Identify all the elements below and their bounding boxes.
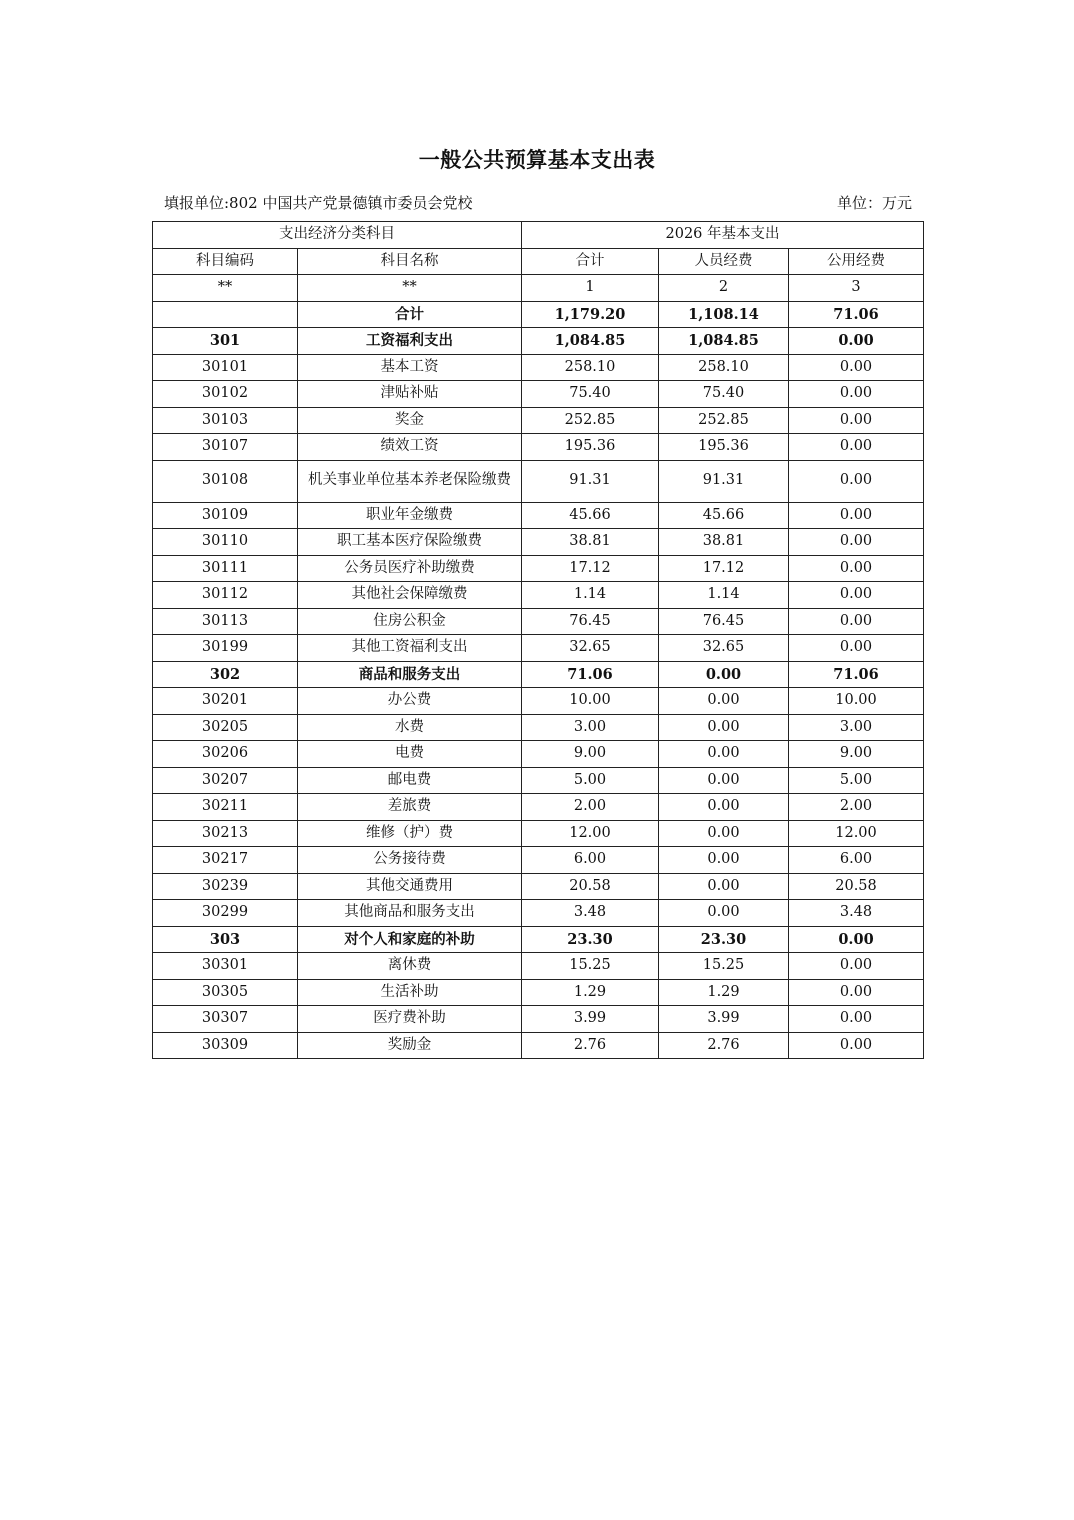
- index-cell: 3: [789, 275, 924, 302]
- cell-personnel: 0.00: [659, 820, 789, 847]
- table-row: [153, 434, 924, 461]
- cell-total: 5.00: [522, 767, 659, 794]
- cell-name: 津贴补贴: [298, 381, 522, 408]
- cell-code: 30205: [153, 714, 298, 741]
- cell-personnel: 32.65: [659, 635, 789, 662]
- table-row: [153, 407, 924, 434]
- cell-personnel: 195.36: [659, 434, 789, 461]
- cell-personnel: 76.45: [659, 608, 789, 635]
- cell-total: 252.85: [522, 407, 659, 434]
- cell-code: 30109: [153, 502, 298, 529]
- cell-code: 30113: [153, 608, 298, 635]
- cell-total: 3.00: [522, 714, 659, 741]
- cell-personnel: 1.14: [659, 582, 789, 609]
- table-row: [153, 900, 924, 927]
- cell-code: 30101: [153, 354, 298, 381]
- table-row: [153, 460, 924, 502]
- cell-public: 0.00: [789, 608, 924, 635]
- header-group-row: [153, 222, 924, 249]
- cell-public: 12.00: [789, 820, 924, 847]
- cell-personnel: 1,084.85: [659, 328, 789, 355]
- cell-personnel: 0.00: [659, 688, 789, 715]
- table-row: [153, 582, 924, 609]
- cell-name: 其他工资福利支出: [298, 635, 522, 662]
- cell-name: 绩效工资: [298, 434, 522, 461]
- cell-code: 30108: [153, 460, 298, 502]
- table-row: [153, 529, 924, 556]
- index-cell: **: [298, 275, 522, 302]
- table-row: [153, 926, 924, 953]
- cell-name: 职工基本医疗保险缴费: [298, 529, 522, 556]
- page-title: 一般公共预算基本支出表: [418, 147, 656, 172]
- cell-name: 机关事业单位基本养老保险缴费: [298, 460, 522, 502]
- cell-public: 0.00: [789, 953, 924, 980]
- cell-code: 30307: [153, 1006, 298, 1033]
- cell-personnel: 1.29: [659, 979, 789, 1006]
- cell-code: 30103: [153, 407, 298, 434]
- cell-personnel: 75.40: [659, 381, 789, 408]
- fill-unit-label: 填报单位:802 中国共产党景德镇市委员会党校: [164, 194, 473, 212]
- index-cell: **: [153, 275, 298, 302]
- cell-name: 奖金: [298, 407, 522, 434]
- cell-code: 30206: [153, 741, 298, 768]
- cell-total: 3.99: [522, 1006, 659, 1033]
- cell-public: 3.48: [789, 900, 924, 927]
- header-group-left: 支出经济分类科目: [153, 222, 522, 249]
- cell-code: 30110: [153, 529, 298, 556]
- index-cell: 2: [659, 275, 789, 302]
- cell-total: 9.00: [522, 741, 659, 768]
- table-row: [153, 979, 924, 1006]
- cell-name: 其他社会保障缴费: [298, 582, 522, 609]
- header-group-right: 2026 年基本支出: [522, 222, 924, 249]
- cell-name: 职业年金缴费: [298, 502, 522, 529]
- cell-personnel: 0.00: [659, 847, 789, 874]
- table-row: [153, 794, 924, 821]
- cell-personnel: 3.99: [659, 1006, 789, 1033]
- cell-personnel: 0.00: [659, 741, 789, 768]
- cell-code: 30107: [153, 434, 298, 461]
- cell-code: 30207: [153, 767, 298, 794]
- cell-name: 对个人和家庭的补助: [298, 926, 522, 953]
- cell-code: 301: [153, 328, 298, 355]
- cell-code: 30102: [153, 381, 298, 408]
- cell-public: 0.00: [789, 926, 924, 953]
- cell-total: 71.06: [522, 661, 659, 688]
- cell-name: 邮电费: [298, 767, 522, 794]
- cell-public: 0.00: [789, 582, 924, 609]
- cell-personnel: 45.66: [659, 502, 789, 529]
- cell-personnel: 15.25: [659, 953, 789, 980]
- table-row: [153, 1032, 924, 1059]
- cell-personnel: 252.85: [659, 407, 789, 434]
- cell-public: 0.00: [789, 1006, 924, 1033]
- cell-name: 差旅费: [298, 794, 522, 821]
- cell-personnel: 258.10: [659, 354, 789, 381]
- cell-name: 其他交通费用: [298, 873, 522, 900]
- total-name-cell: 合计: [298, 301, 522, 328]
- table-row: [153, 820, 924, 847]
- cell-code: 30299: [153, 900, 298, 927]
- header-public: 公用经费: [789, 248, 924, 275]
- cell-personnel: 17.12: [659, 555, 789, 582]
- table-row: [153, 608, 924, 635]
- cell-public: 5.00: [789, 767, 924, 794]
- cell-total: 15.25: [522, 953, 659, 980]
- cell-personnel: 91.31: [659, 460, 789, 502]
- cell-code: 30301: [153, 953, 298, 980]
- table-row: [153, 1006, 924, 1033]
- cell-total: 38.81: [522, 529, 659, 556]
- cell-total: 23.30: [522, 926, 659, 953]
- cell-name: 离休费: [298, 953, 522, 980]
- table-row: [153, 953, 924, 980]
- meta-line: [164, 192, 912, 213]
- total-row: [153, 301, 924, 328]
- cell-public: 0.00: [789, 407, 924, 434]
- cell-total: 32.65: [522, 635, 659, 662]
- total-public-cell: 71.06: [789, 301, 924, 328]
- cell-code: 30239: [153, 873, 298, 900]
- cell-total: 76.45: [522, 608, 659, 635]
- cell-public: 0.00: [789, 502, 924, 529]
- cell-total: 2.76: [522, 1032, 659, 1059]
- cell-public: 9.00: [789, 741, 924, 768]
- table-row: [153, 741, 924, 768]
- cell-total: 258.10: [522, 354, 659, 381]
- table-row: [153, 714, 924, 741]
- cell-code: 30111: [153, 555, 298, 582]
- unit-label: 单位：万元: [836, 194, 912, 212]
- cell-total: 75.40: [522, 381, 659, 408]
- cell-total: 10.00: [522, 688, 659, 715]
- header-code: 科目编码: [153, 248, 298, 275]
- cell-name: 水费: [298, 714, 522, 741]
- total-total-cell: 1,179.20: [522, 301, 659, 328]
- header-personnel: 人员经费: [659, 248, 789, 275]
- total-personnel-cell: 1,108.14: [659, 301, 789, 328]
- cell-name: 生活补助: [298, 979, 522, 1006]
- expenditure-table: [152, 221, 924, 1059]
- cell-total: 6.00: [522, 847, 659, 874]
- cell-personnel: 0.00: [659, 661, 789, 688]
- cell-public: 20.58: [789, 873, 924, 900]
- cell-personnel: 38.81: [659, 529, 789, 556]
- cell-personnel: 0.00: [659, 873, 789, 900]
- cell-code: 30305: [153, 979, 298, 1006]
- table-row: [153, 328, 924, 355]
- cell-code: 303: [153, 926, 298, 953]
- index-cell: 1: [522, 275, 659, 302]
- cell-code: 30309: [153, 1032, 298, 1059]
- cell-total: 3.48: [522, 900, 659, 927]
- cell-public: 0.00: [789, 1032, 924, 1059]
- cell-total: 45.66: [522, 502, 659, 529]
- cell-personnel: 0.00: [659, 900, 789, 927]
- cell-code: 30201: [153, 688, 298, 715]
- index-row: [153, 275, 924, 302]
- cell-code: 30199: [153, 635, 298, 662]
- cell-personnel: 0.00: [659, 794, 789, 821]
- cell-name: 其他商品和服务支出: [298, 900, 522, 927]
- cell-public: 6.00: [789, 847, 924, 874]
- cell-name: 基本工资: [298, 354, 522, 381]
- header-name: 科目名称: [298, 248, 522, 275]
- cell-code: 30211: [153, 794, 298, 821]
- cell-public: 71.06: [789, 661, 924, 688]
- cell-personnel: 0.00: [659, 767, 789, 794]
- cell-code: 30112: [153, 582, 298, 609]
- cell-code: 302: [153, 661, 298, 688]
- cell-public: 2.00: [789, 794, 924, 821]
- cell-name: 公务员医疗补助缴费: [298, 555, 522, 582]
- cell-total: 1.29: [522, 979, 659, 1006]
- cell-total: 17.12: [522, 555, 659, 582]
- cell-public: 0.00: [789, 460, 924, 502]
- total-code-cell: [153, 301, 298, 328]
- cell-total: 91.31: [522, 460, 659, 502]
- cell-total: 2.00: [522, 794, 659, 821]
- cell-public: 0.00: [789, 529, 924, 556]
- cell-total: 20.58: [522, 873, 659, 900]
- cell-name: 住房公积金: [298, 608, 522, 635]
- cell-name: 工资福利支出: [298, 328, 522, 355]
- cell-total: 1.14: [522, 582, 659, 609]
- cell-code: 30217: [153, 847, 298, 874]
- cell-name: 维修（护）费: [298, 820, 522, 847]
- table-row: [153, 381, 924, 408]
- cell-total: 195.36: [522, 434, 659, 461]
- cell-name: 商品和服务支出: [298, 661, 522, 688]
- cell-name: 公务接待费: [298, 847, 522, 874]
- table-row: [153, 767, 924, 794]
- cell-personnel: 23.30: [659, 926, 789, 953]
- cell-total: 1,084.85: [522, 328, 659, 355]
- table-row: [153, 502, 924, 529]
- cell-name: 电费: [298, 741, 522, 768]
- table-row: [153, 635, 924, 662]
- cell-public: 0.00: [789, 354, 924, 381]
- header-row: [153, 248, 924, 275]
- table-row: [153, 555, 924, 582]
- cell-name: 办公费: [298, 688, 522, 715]
- cell-total: 12.00: [522, 820, 659, 847]
- header-total: 合计: [522, 248, 659, 275]
- table-row: [153, 688, 924, 715]
- table-row: [153, 873, 924, 900]
- cell-personnel: 2.76: [659, 1032, 789, 1059]
- cell-public: 0.00: [789, 555, 924, 582]
- table-row: [153, 354, 924, 381]
- table-row: [153, 661, 924, 688]
- cell-public: 0.00: [789, 381, 924, 408]
- cell-name: 医疗费补助: [298, 1006, 522, 1033]
- cell-public: 0.00: [789, 328, 924, 355]
- cell-public: 0.00: [789, 979, 924, 1006]
- cell-personnel: 0.00: [659, 714, 789, 741]
- cell-name: 奖励金: [298, 1032, 522, 1059]
- cell-public: 3.00: [789, 714, 924, 741]
- cell-code: 30213: [153, 820, 298, 847]
- cell-public: 0.00: [789, 434, 924, 461]
- cell-public: 0.00: [789, 635, 924, 662]
- cell-public: 10.00: [789, 688, 924, 715]
- table-row: [153, 847, 924, 874]
